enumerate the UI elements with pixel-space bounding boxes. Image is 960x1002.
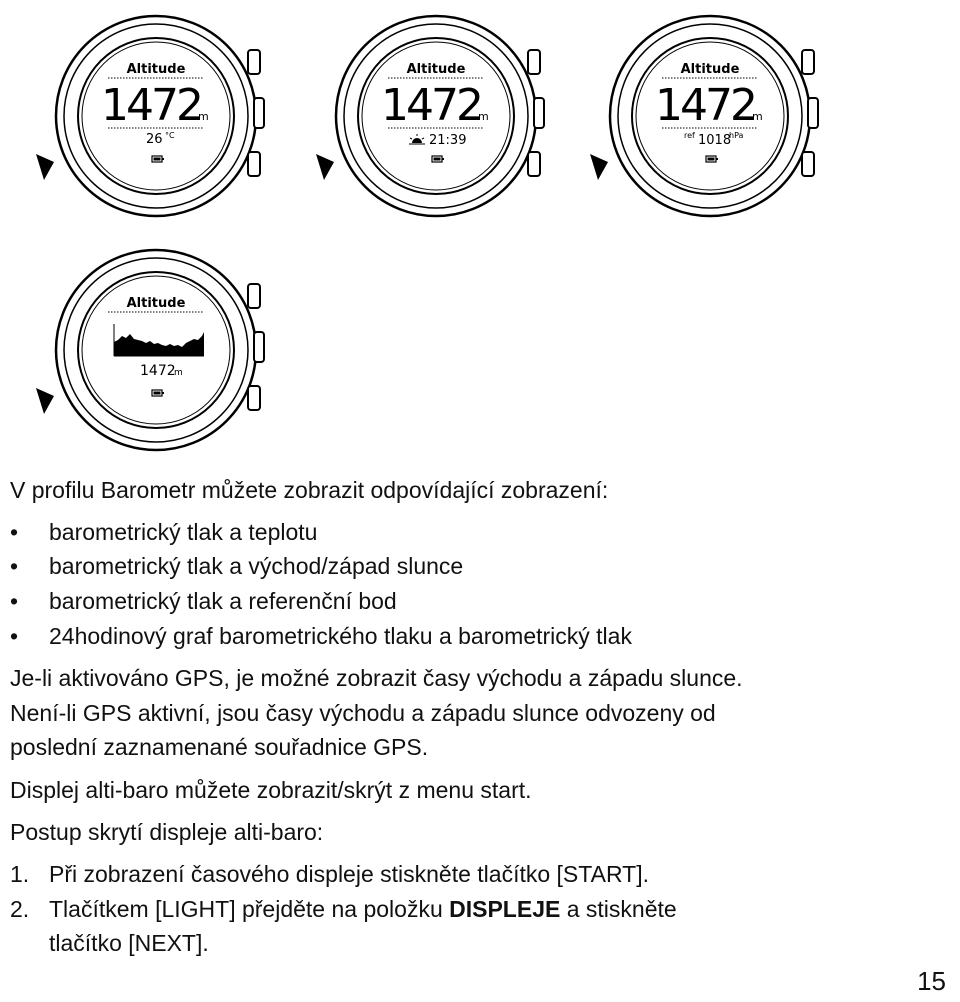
bullet-item: 24hodinový graf barometrického tlaku a barometrický tlak bbox=[49, 623, 632, 649]
watch-value: 1472 bbox=[101, 80, 201, 131]
bullet-item: barometrický tlak a referenční bod bbox=[49, 588, 397, 614]
watch-display-graph bbox=[50, 244, 270, 464]
watch-bottom-unit: hPa bbox=[729, 131, 744, 140]
paragraph-procedure-title: Postup skrytí displeje alti-baro: bbox=[10, 819, 324, 845]
step-text: Při zobrazení časového displeje stiskněte tlačítko [START]. bbox=[49, 861, 649, 887]
watch-bottom-value: 21:39 bbox=[429, 133, 467, 148]
page-number: 15 bbox=[917, 966, 946, 996]
bullet-marker: • bbox=[10, 553, 19, 579]
watch-display-temperature bbox=[50, 10, 270, 230]
arrow-indicator bbox=[314, 152, 336, 187]
watch-unit: m bbox=[174, 368, 183, 378]
watch-display-sunrise-sunset bbox=[330, 10, 550, 230]
step-number: 1. bbox=[10, 861, 30, 887]
watch-unit: m bbox=[198, 110, 209, 123]
paragraph-display-toggle: Displej alti-baro můžete zobrazit/skrýt z menu start. bbox=[10, 777, 532, 803]
arrow-indicator bbox=[34, 152, 56, 187]
step-number: 2. bbox=[10, 896, 30, 922]
watch-bottom-value: 26 bbox=[146, 132, 163, 147]
step-text-bold: DISPLEJE bbox=[449, 896, 561, 922]
intro-text: V profilu Barometr můžete zobrazit odpovídající zobrazení: bbox=[10, 477, 609, 503]
watch-value: 1472 bbox=[381, 80, 481, 131]
watch-title: Altitude bbox=[126, 296, 186, 311]
watch-display-reference bbox=[604, 10, 824, 230]
step-text-part: Tlačítkem [LIGHT] přejděte na položku bbox=[49, 896, 450, 922]
step-text-cont: tlačítko [NEXT]. bbox=[49, 930, 209, 956]
arrow-indicator bbox=[588, 152, 610, 187]
watch-value: 1472 bbox=[655, 80, 755, 131]
arrow-indicator bbox=[34, 386, 56, 421]
watch-unit: m bbox=[478, 110, 489, 123]
bullet-item: barometrický tlak a teplotu bbox=[49, 519, 318, 545]
paragraph-gps-inactive: Není-li GPS aktivní, jsou časy východu a západu slunce odvozeny od bbox=[10, 700, 716, 726]
bullet-marker: • bbox=[10, 623, 19, 649]
watch-unit: m bbox=[752, 110, 763, 123]
watch-title: Altitude bbox=[680, 62, 740, 77]
watch-title: Altitude bbox=[406, 62, 466, 77]
step-text bbox=[49, 895, 677, 923]
bullet-marker: • bbox=[10, 588, 19, 614]
watch-bottom-prefix: ref bbox=[684, 131, 695, 140]
watch-title: Altitude bbox=[126, 62, 186, 77]
paragraph-gps-inactive-cont: poslední zaznamenané souřadnice GPS. bbox=[10, 734, 429, 760]
bullet-marker: • bbox=[10, 519, 19, 545]
bullet-item: barometrický tlak a východ/západ slunce bbox=[49, 553, 464, 579]
watch-bottom-unit: °C bbox=[165, 131, 175, 140]
paragraph-gps-active: Je-li aktivováno GPS, je možné zobrazit časy východu a západu slunce. bbox=[10, 665, 743, 691]
step-text-part: a stiskněte bbox=[560, 896, 677, 922]
watch-value: 1472 bbox=[140, 363, 176, 379]
watch-bottom-value: 1018 bbox=[698, 133, 732, 148]
